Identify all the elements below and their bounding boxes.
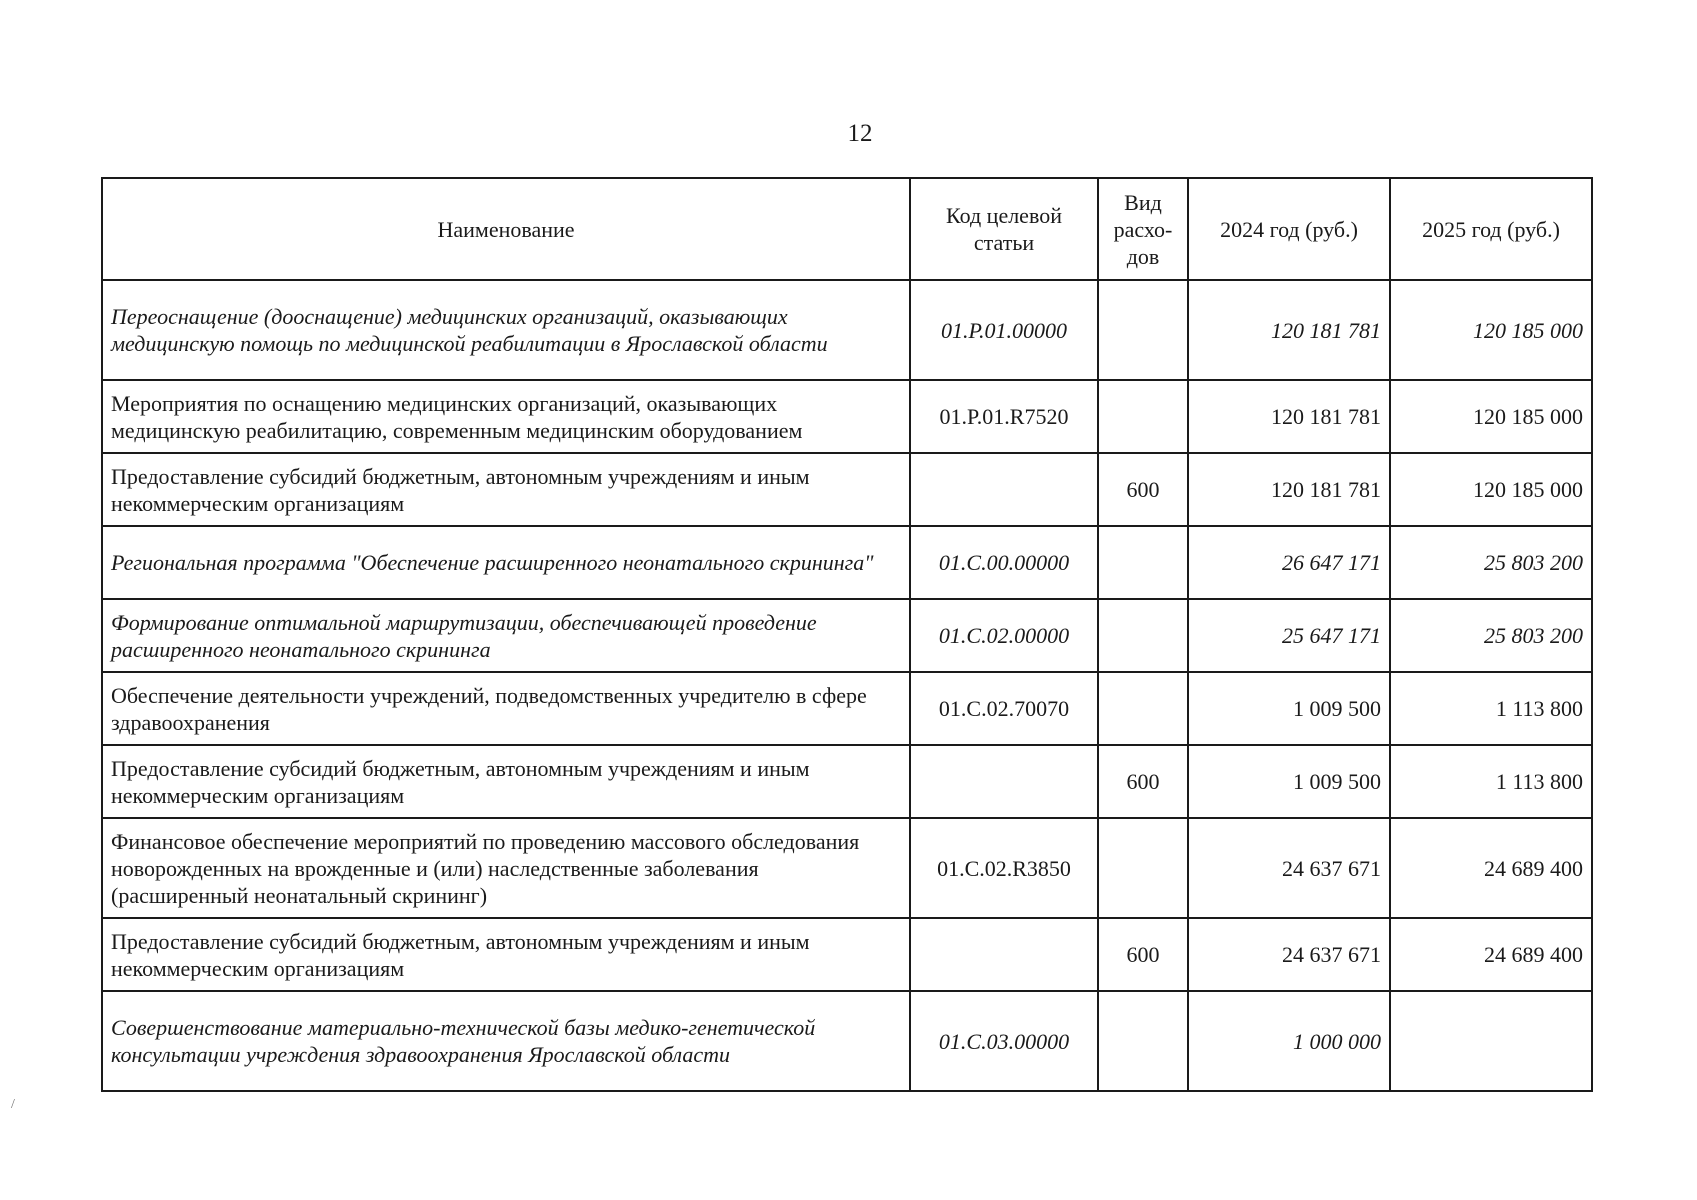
row-2024-cell: 1 009 500 <box>1188 745 1390 818</box>
row-2025-cell: 1 113 800 <box>1390 745 1592 818</box>
row-kind-cell <box>1098 380 1188 453</box>
header-name: Наименование <box>102 178 910 280</box>
row-2025-cell: 25 803 200 <box>1390 526 1592 599</box>
scan-mark: / <box>11 1097 15 1112</box>
row-name-cell: Обеспечение деятельности учреждений, подведомственных учредителю в сфере здравоохранения <box>102 672 910 745</box>
table-header-row <box>102 178 1592 280</box>
header-kind: Вид расхо-дов <box>1098 178 1188 280</box>
header-2024: 2024 год (руб.) <box>1188 178 1390 280</box>
row-kind-cell <box>1098 672 1188 745</box>
header-2025: 2025 год (руб.) <box>1390 178 1592 280</box>
row-name-cell: Предоставление субсидий бюджетным, автономным учреждениям и иным некоммерческим организациям <box>102 918 910 991</box>
row-2025-cell: 25 803 200 <box>1390 599 1592 672</box>
row-name-cell: Переоснащение (дооснащение) медицинских организаций, оказывающих медицинскую помощь по медицинской реабилитации в Ярославской области <box>102 280 910 380</box>
row-code-cell: 01.C.02.00000 <box>910 599 1098 672</box>
table-row <box>102 818 1592 918</box>
row-code-cell: 01.P.01.R7520 <box>910 380 1098 453</box>
table-row <box>102 599 1592 672</box>
row-2025-cell: 120 185 000 <box>1390 280 1592 380</box>
row-code-cell: 01.C.02.70070 <box>910 672 1098 745</box>
table-row <box>102 526 1592 599</box>
row-2024-cell: 1 000 000 <box>1188 991 1390 1091</box>
table-row <box>102 453 1592 526</box>
row-kind-cell: 600 <box>1098 918 1188 991</box>
row-code-cell <box>910 453 1098 526</box>
row-2025-cell: 120 185 000 <box>1390 380 1592 453</box>
row-name-cell: Предоставление субсидий бюджетным, автономным учреждениям и иным некоммерческим организациям <box>102 453 910 526</box>
row-kind-cell <box>1098 599 1188 672</box>
table-row <box>102 280 1592 380</box>
budget-table <box>101 177 1593 1092</box>
row-name-cell: Финансовое обеспечение мероприятий по проведению массового обследования новорожденных на врожденные и (или) наследственные заболевания (расширенный неонатальный скрининг) <box>102 818 910 918</box>
row-code-cell: 01.C.02.R3850 <box>910 818 1098 918</box>
row-2024-cell: 120 181 781 <box>1188 280 1390 380</box>
table-row <box>102 380 1592 453</box>
row-kind-cell <box>1098 991 1188 1091</box>
row-2025-cell: 120 185 000 <box>1390 453 1592 526</box>
row-kind-cell <box>1098 280 1188 380</box>
row-name-cell: Мероприятия по оснащению медицинских организаций, оказывающих медицинскую реабилитацию, современным медицинским оборудованием <box>102 380 910 453</box>
row-kind-cell <box>1098 818 1188 918</box>
row-code-cell: 01.P.01.00000 <box>910 280 1098 380</box>
row-2025-cell: 24 689 400 <box>1390 918 1592 991</box>
table-row <box>102 991 1592 1091</box>
row-code-cell <box>910 918 1098 991</box>
row-2024-cell: 120 181 781 <box>1188 380 1390 453</box>
row-2024-cell: 25 647 171 <box>1188 599 1390 672</box>
row-2024-cell: 24 637 671 <box>1188 818 1390 918</box>
row-2025-cell: 24 689 400 <box>1390 818 1592 918</box>
table-body <box>102 280 1592 1091</box>
row-2024-cell: 120 181 781 <box>1188 453 1390 526</box>
row-kind-cell <box>1098 526 1188 599</box>
row-name-cell: Предоставление субсидий бюджетным, автономным учреждениям и иным некоммерческим организациям <box>102 745 910 818</box>
table-row <box>102 672 1592 745</box>
row-name-cell: Формирование оптимальной маршрутизации, обеспечивающей проведение расширенного неонатального скрининга <box>102 599 910 672</box>
row-2025-cell: 1 113 800 <box>1390 672 1592 745</box>
row-2024-cell: 1 009 500 <box>1188 672 1390 745</box>
row-code-cell: 01.C.03.00000 <box>910 991 1098 1091</box>
row-code-cell <box>910 745 1098 818</box>
table-row <box>102 918 1592 991</box>
row-kind-cell: 600 <box>1098 745 1188 818</box>
row-name-cell: Совершенствование материально-технической базы медико-генетической консультации учреждения здравоохранения Ярославской области <box>102 991 910 1091</box>
page-number: 12 <box>847 120 873 147</box>
row-2024-cell: 24 637 671 <box>1188 918 1390 991</box>
table-row <box>102 745 1592 818</box>
row-code-cell: 01.C.00.00000 <box>910 526 1098 599</box>
header-code: Код целевой статьи <box>910 178 1098 280</box>
row-name-cell: Региональная программа "Обеспечение расширенного неонатального скрининга" <box>102 526 910 599</box>
row-kind-cell: 600 <box>1098 453 1188 526</box>
row-2024-cell: 26 647 171 <box>1188 526 1390 599</box>
row-2025-cell <box>1390 991 1592 1091</box>
